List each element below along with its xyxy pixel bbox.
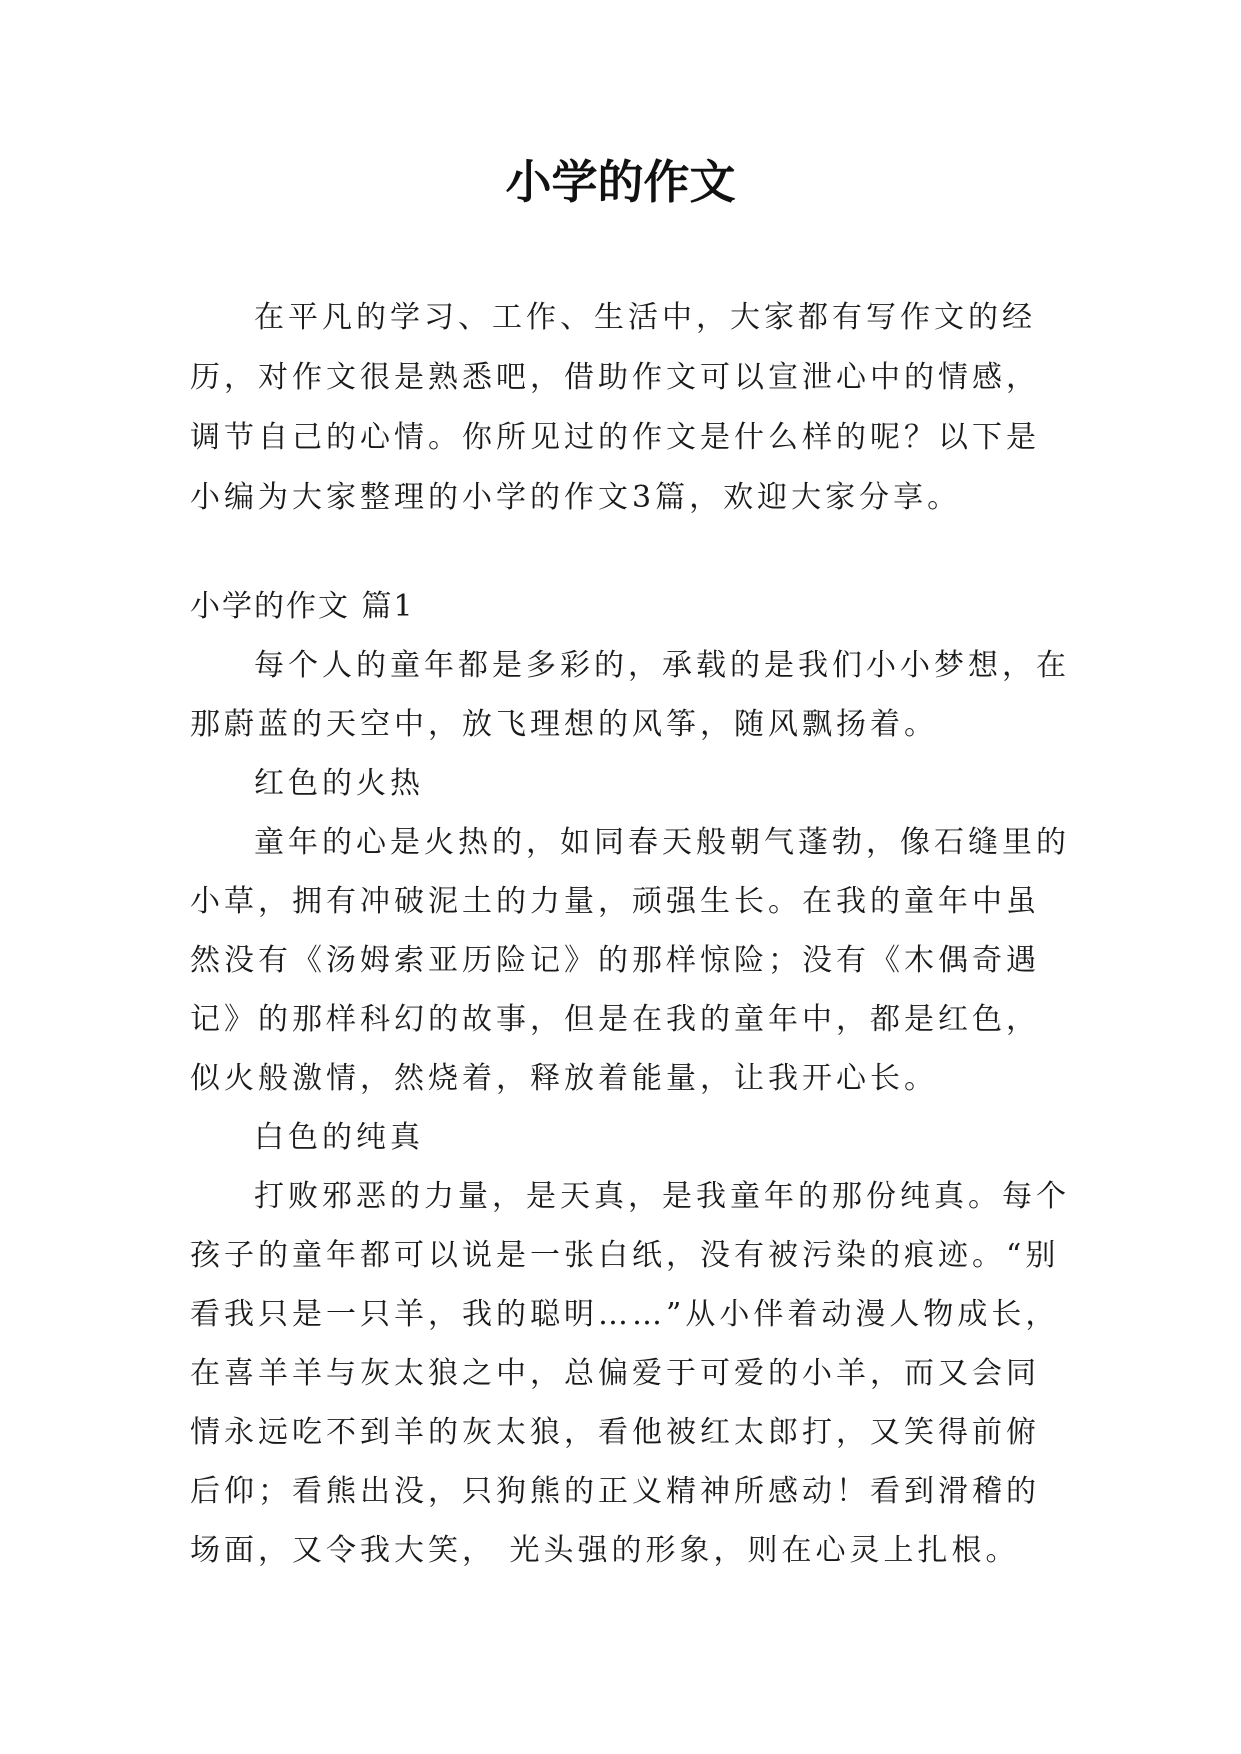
intro-block <box>190 288 1070 528</box>
body-paragraph: 每个人的童年都是多彩的，承载的是我们小小梦想，在那蔚蓝的天空中，放飞理想的风筝，随风飘扬着。 <box>190 648 1070 742</box>
subheading-white: 白色的纯真 <box>254 1120 424 1155</box>
essay-content <box>190 577 1070 1580</box>
subheading-red: 红色的火热 <box>254 766 424 801</box>
body-paragraph: 童年的心是火热的，如同春天般朝气蓬勃，像石缝里的小草，拥有冲破泥土的力量，顽强生长。在我的童年中虽然没有《汤姆索亚历险记》的那样惊险；没有《木偶奇遇记》的那样科幻的故事，但是在我的童年中，都是红色，似火般激情，然烧着，释放着能量，让我开心长。 <box>190 825 1070 1096</box>
body-paragraph: 打败邪恶的力量，是天真，是我童年的那份纯真。每个孩子的童年都可以说是一张白纸，没有被污染的痕迹。“别看我只是一只羊，我的聪明……”从小伴着动漫人物成长，在喜羊羊与灰太狼之中，总偏爱于可爱的小羊，而又会同情永远吃不到羊的灰太狼，看他被红太郎打，又笑得前俯后仰；看熊出没，只狗熊的正义精神所感动！看到滑稽的场面，又令我大笑， 光头强的形象，则在心灵上扎根。 <box>190 1179 1070 1568</box>
document-title: 小学的作文 <box>505 155 736 209</box>
intro-paragraph: 在平凡的学习、工作、生活中，大家都有写作文的经历，对作文很是熟悉吧，借助作文可以宣泄心中的情感，调节自己的心情。你所见过的作文是什么样的呢？以下是小编为大家整理的小学的作文3篇，欢迎大家分享。 <box>190 300 1040 515</box>
section-heading: 小学的作文 篇1 <box>190 589 415 624</box>
